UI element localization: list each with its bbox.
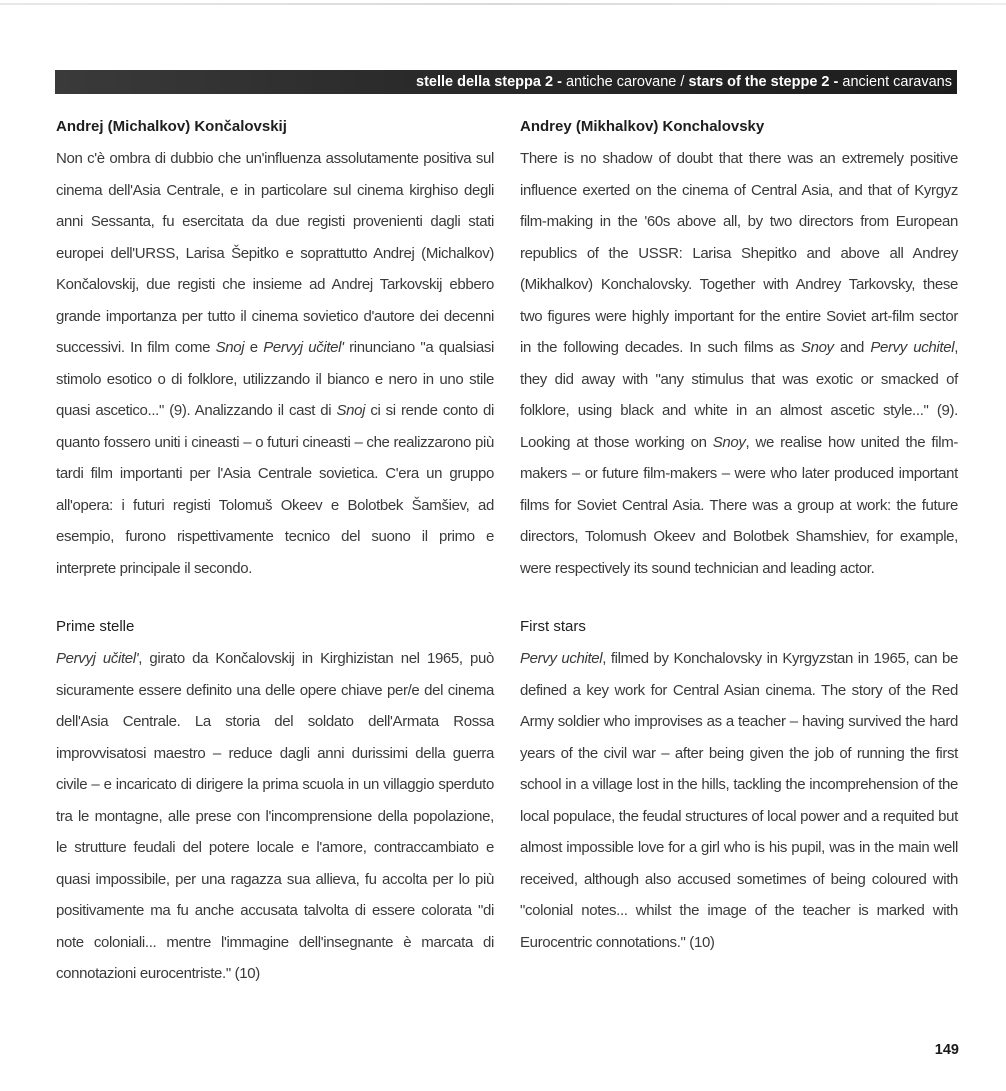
italian-section2-paragraph xyxy=(56,643,494,990)
italian-section1-paragraph xyxy=(56,143,494,584)
header-left-bold: stelle della steppa 2 - xyxy=(416,74,562,90)
english-section2 xyxy=(520,616,958,958)
english-section1-paragraph xyxy=(520,143,958,584)
page-number: 149 xyxy=(934,1042,959,1058)
italian-section2 xyxy=(56,616,494,990)
english-section2-paragraph xyxy=(520,643,958,958)
it-s2-film1: Pervyj učitel' xyxy=(56,650,139,667)
en-s2-text-a: , filmed by Konchalovsky in Kyrgyzstan in 1965, can be defined a key work for Central Asian cinema. The story of the Red Army soldier who improvises as a teacher – having survived the hard years of the civil war – after being given the job of running the first school in a village lost in the hills, tackling the incomprehension of the local populace, the feudal structures of local power and a requited but almost impossible love for a girl who is his pupil, was in the main well received, although also accused sometimes of being coloured with "colonial notes... whilst the image of the teacher is marked with Eurocentric connotations." (10) xyxy=(520,650,958,951)
header-left-light: antiche carovane / xyxy=(565,74,685,90)
en-s1-film1: Snoy xyxy=(800,339,834,356)
top-rule xyxy=(0,3,1006,5)
italian-column xyxy=(56,116,494,982)
it-s2-text-a: , girato da Končalovskij in Kirghizistan nel 1965, può sicuramente essere definito una delle opere chiave per/e del cinema dell'Asia Centrale. La storia del soldato dell'Armata Rossa improvvisatosi maestro – reduce dagli anni durissimi della guerra civile – e incaricato di dirigere la prima scuola in un villaggio sperduto tra le montagne, alle prese con l'incomprensione della popolazione, le strutture feudali del potere locale e l'amore, contraccambiato e quasi impossibile, per una ragazza sua allieva, fu accolta per lo più positivamente ma fu anche accusata talvolta di essere colorata "di note coloniali... mentre l'immagine dell'insegnante è marcata di connotazioni eurocentriste." (10) xyxy=(56,650,494,982)
it-s1-text-d: ci si rende conto di quanto fossero uniti i cineasti – o futuri cineasti – che realizzarono più tardi film importanti per l'Asia Centrale sovietica. C'era un gruppo all'opera: i futuri registi Tolomuš Okeev e Bolotbek Šamšiev, ad esempio, furono rispettivamente tecnico del suono il primo e interprete principale il secondo. xyxy=(56,402,494,577)
it-s1-film3: Snoj xyxy=(336,402,366,419)
it-s1-text-b: e xyxy=(249,339,258,356)
it-s1-text-c: rinunciano "a qualsiasi stimolo esotico o di folklore, utilizzando il bianco e nero in uno stile quasi ascetico..." (9). Analizzando il cast di xyxy=(56,339,494,419)
english-section1-title: Andrey (Mikhalkov) Konchalovsky xyxy=(520,118,765,135)
en-s1-text-d: , we realise how united the film-makers – or future film-makers – were who later produced important films for Soviet Central Asia. There was a group at work: the future directors, Tolomush Okeev and Bolotbek Shamshiev, for example, were respectively its sound technician and leading actor. xyxy=(520,433,958,577)
it-s1-film2: Pervyj učitel' xyxy=(263,339,344,356)
italian-section2-title: Prime stelle xyxy=(56,618,135,635)
italian-section1-title: Andrej (Michalkov) Končalovskij xyxy=(56,118,287,135)
english-column xyxy=(520,116,959,951)
en-s1-text-c: , they did away with "any stimulus that was exotic or smacked of folklore, using black and white in an almost ascetic style..." (9). Looking at those working on xyxy=(520,339,959,451)
en-s1-text-a: There is no shadow of doubt that there was an extremely positive influence exerted on the cinema of Central Asia, and that of Kyrgyz film-making in the '60s above all, by two directors from European republics of the USSR: Larisa Shepitko and above all Andrey (Mikhalkov) Konchalovsky. Together with Andrey Tarkovsky, these two figures were highly important for the entire Soviet art-film sector in the following decades. In such films as xyxy=(520,150,958,356)
header-right-light: ancient caravans xyxy=(842,74,952,90)
en-s2-film1: Pervy uchitel xyxy=(520,650,603,667)
en-s1-film3: Snoy xyxy=(712,433,746,451)
en-s1-film2: Pervy uchitel xyxy=(870,339,955,356)
it-s1-text-a: Non c'è ombra di dubbio che un'influenza assolutamente positiva sul cinema dell'Asia Centrale, e in particolare sul cinema kirghiso degli anni Sessanta, fu esercitata da due registi provenienti dagli stati europei dell'URSS, Larisa Šepitko e soprattutto Andrej (Michalkov) Končalovskij, due registi che insieme ad Andrej Tarkovskij ebbero grande importanza per tutto il cinema sovietico d'autore dei decenni successivi. In film come xyxy=(56,150,494,356)
header-right-bold: stars of the steppe 2 - xyxy=(688,74,839,90)
it-s1-film1: Snoj xyxy=(215,339,245,356)
running-header xyxy=(55,70,957,94)
english-section2-title: First stars xyxy=(520,618,586,635)
en-s1-text-b: and xyxy=(840,339,865,356)
